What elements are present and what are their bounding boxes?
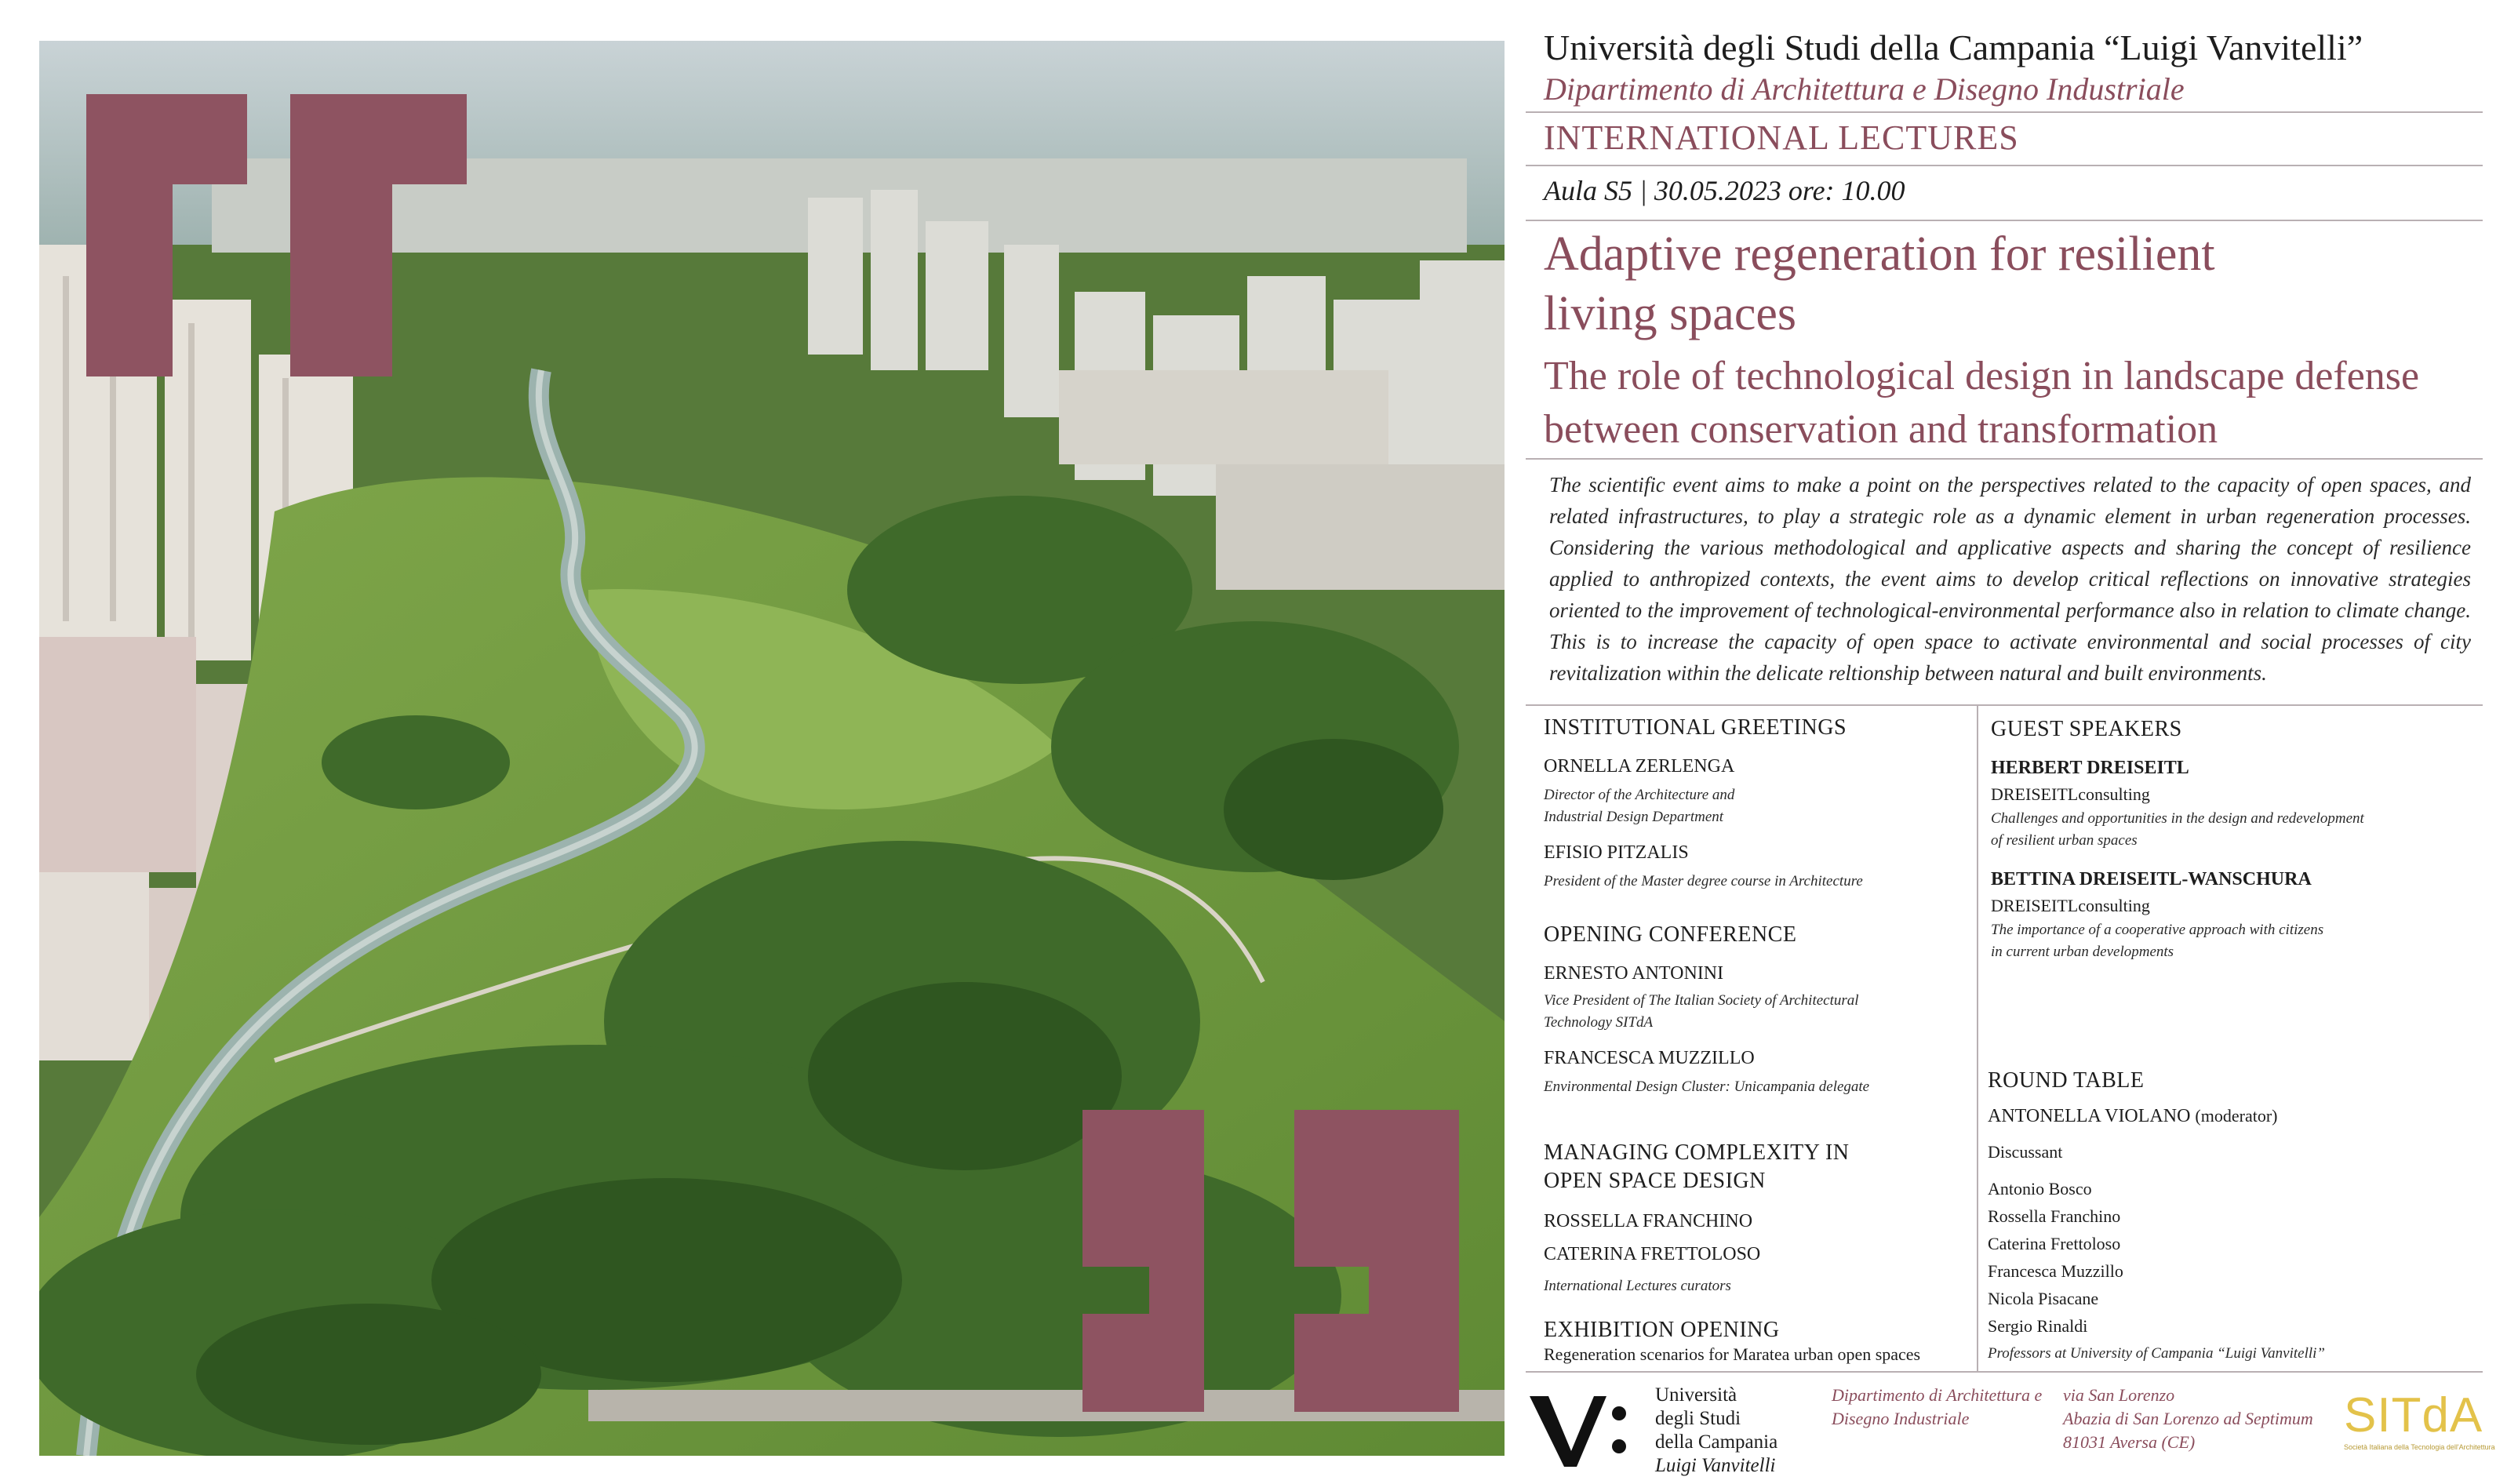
footer-line: della Campania bbox=[1655, 1431, 1778, 1453]
heading-line: OPEN SPACE DESIGN bbox=[1544, 1169, 1766, 1193]
guest-2-name: BETTINA DREISEITL-WANSCHURA bbox=[1991, 869, 2312, 889]
list-item: Sergio Rinaldi bbox=[1988, 1316, 2088, 1336]
talk-line: of resilient urban spaces bbox=[1991, 832, 2138, 849]
sitda-logo bbox=[2344, 1388, 2495, 1459]
greeting-speaker-1-name: ORNELLA ZERLENGA bbox=[1544, 756, 1735, 777]
greetings-heading: INSTITUTIONAL GREETINGS bbox=[1544, 715, 1847, 740]
university-name: Università degli Studi della Campania “Luigi Vanvitelli” bbox=[1544, 27, 2363, 67]
divider bbox=[1526, 165, 2483, 166]
footer-department bbox=[1832, 1384, 2042, 1431]
event-subtitle bbox=[1544, 350, 2493, 456]
open-quote-mark bbox=[47, 47, 471, 392]
guest-1-name: HERBERT DREISEITL bbox=[1991, 758, 2189, 778]
managing-heading bbox=[1544, 1139, 1850, 1195]
list-item: Rossella Franchino bbox=[1988, 1206, 2121, 1226]
footer-line: Abazia di San Lorenzo ad Septimum bbox=[2063, 1409, 2313, 1428]
footer-line: Dipartimento di Architettura e bbox=[1832, 1385, 2043, 1405]
role-line: Industrial Design Department bbox=[1544, 809, 1724, 825]
opening-heading: OPENING CONFERENCE bbox=[1544, 922, 1797, 947]
role-line: Technology SITdA bbox=[1544, 1014, 1654, 1031]
list-item: Nicola Pisacane bbox=[1988, 1289, 2099, 1308]
sitda-subtitle: Società Italiana della Tecnologia dell'Architettura bbox=[2344, 1443, 2495, 1451]
moderator-name: ANTONELLA VIOLANO bbox=[1988, 1106, 2191, 1126]
guest-2-talk bbox=[1991, 919, 2323, 963]
close-quote-mark bbox=[1082, 1110, 1475, 1439]
opening-speaker-2-role: Environmental Design Cluster: Unicampania delegate bbox=[1544, 1078, 1870, 1095]
discussant-label: Discussant bbox=[1988, 1142, 2063, 1162]
vanvitelli-v-logo bbox=[1528, 1379, 1630, 1473]
title-line-2: living spaces bbox=[1544, 287, 1796, 340]
title-line-1: Adaptive regeneration for resilient bbox=[1544, 227, 2215, 281]
subtitle-line-1: The role of technological design in landscape defense bbox=[1544, 354, 2420, 398]
footer-line: Luigi Vanvitelli bbox=[1655, 1455, 1776, 1476]
footer-line: Università bbox=[1655, 1384, 1737, 1406]
date-line: Aula S5 | 30.05.2023 ore: 10.00 bbox=[1544, 175, 1905, 206]
footer-line: via San Lorenzo bbox=[2063, 1385, 2175, 1405]
footer-line: degli Studi bbox=[1655, 1408, 1741, 1429]
opening-speaker-1-role bbox=[1544, 990, 1859, 1034]
exhibition-heading: EXHIBITION OPENING bbox=[1544, 1318, 1780, 1342]
greeting-speaker-2-name: EFISIO PITZALIS bbox=[1544, 842, 1689, 863]
opening-speaker-1-name: ERNESTO ANTONINI bbox=[1544, 963, 1724, 984]
curators-role: International Lectures curators bbox=[1544, 1278, 1731, 1294]
greeting-speaker-1-role bbox=[1544, 784, 1734, 828]
event-abstract: The scientific event aims to make a point on the perspectives related to the capacity of open spaces, and related infrastructures, to play a strategic role as a dynamic element in urban regeneration processes. Considering the various methodological and applicative aspects and sharing the concept of resilience applied to anthropized contexts, the event aims to develop critical reflections on innovative strategies oriented to the improvement of technological-environmental performance also in relation to climate change. This is to increase the capacity of open space to activate environmental and social processes of city revitalization within the delicate reltionship between natural and built environments. bbox=[1549, 473, 2471, 685]
divider bbox=[1526, 220, 2483, 221]
divider bbox=[1526, 111, 2483, 113]
divider bbox=[1526, 458, 2483, 460]
subtitle-line-2: between conservation and transformation bbox=[1544, 407, 2218, 452]
round-table-moderator bbox=[1988, 1106, 2277, 1127]
opening-speaker-2-name: FRANCESCA MUZZILLO bbox=[1544, 1048, 1755, 1068]
guest-1-org: DREISEITLconsulting bbox=[1991, 784, 2150, 804]
event-title bbox=[1544, 224, 2485, 344]
guest-1-talk bbox=[1991, 808, 2364, 852]
curator-2-name: CATERINA FRETTOLOSO bbox=[1544, 1244, 1761, 1264]
column-divider bbox=[1977, 706, 1978, 1371]
round-table-note: Professors at University of Campania “Luigi Vanvitelli” bbox=[1988, 1345, 2325, 1362]
talk-line: Challenges and opportunities in the design and redevelopment bbox=[1991, 810, 2364, 827]
moderator-tag: (moderator) bbox=[2195, 1106, 2278, 1126]
series-label: INTERNATIONAL LECTURES bbox=[1544, 118, 2019, 157]
footer-address bbox=[2063, 1384, 2313, 1454]
footer-line: 81031 Aversa (CE) bbox=[2063, 1432, 2196, 1452]
footer-line: Disegno Industriale bbox=[1832, 1409, 1970, 1428]
guests-heading: GUEST SPEAKERS bbox=[1991, 717, 2182, 741]
footer-divider bbox=[1526, 1371, 2483, 1373]
divider bbox=[1526, 704, 2483, 706]
guest-2-org: DREISEITLconsulting bbox=[1991, 896, 2150, 915]
talk-line: in current urban developments bbox=[1991, 944, 2174, 960]
role-line: Vice President of The Italian Society of Architectural bbox=[1544, 992, 1859, 1009]
round-table-heading: ROUND TABLE bbox=[1988, 1068, 2145, 1093]
discussant-list bbox=[1988, 1175, 2123, 1340]
talk-line: The importance of a cooperative approach with citizens bbox=[1991, 922, 2324, 938]
department-name: Dipartimento di Architettura e Disegno Industriale bbox=[1544, 71, 2185, 107]
greeting-speaker-2-role: President of the Master degree course in Architecture bbox=[1544, 873, 1863, 889]
list-item: Antonio Bosco bbox=[1988, 1179, 2092, 1198]
sitda-wordmark: SITdA bbox=[2344, 1388, 2483, 1442]
curator-1-name: ROSSELLA FRANCHINO bbox=[1544, 1211, 1753, 1231]
footer-university bbox=[1655, 1384, 1777, 1478]
list-item: Francesca Muzzillo bbox=[1988, 1261, 2123, 1281]
list-item: Caterina Frettoloso bbox=[1988, 1234, 2121, 1253]
heading-line: MANAGING COMPLEXITY IN bbox=[1544, 1140, 1850, 1165]
role-line: Director of the Architecture and bbox=[1544, 787, 1735, 803]
exhibition-text: Regeneration scenarios for Maratea urban open spaces bbox=[1544, 1344, 1921, 1364]
